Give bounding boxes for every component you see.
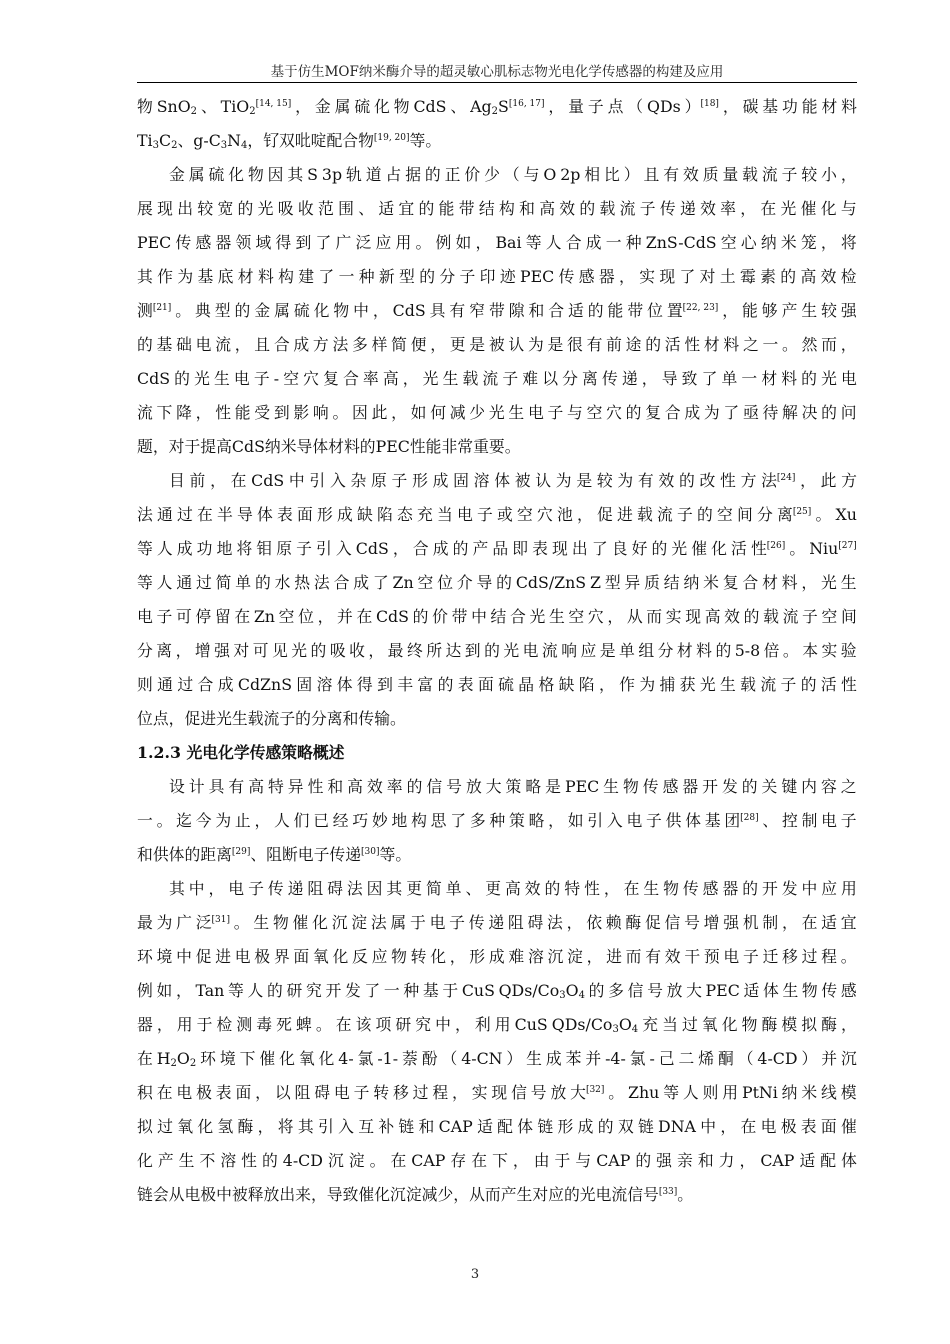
text-line: 链 会 从 电 极 中 被 释 放 出 来 ， 导 致 催 化 沉 淀 减 少 ， 从 而 产 生 对 应 的 光 电 流 信 号[33] 。 — [137, 1185, 694, 1204]
subscript: 2 — [491, 106, 499, 117]
citation-superscript: [26] — [766, 541, 786, 551]
subscript: 4 — [578, 990, 585, 1001]
citation-superscript: [22, 23] — [682, 303, 719, 313]
text-line: 电 子 可 停 留 在 Zn 空 位 ， 并 在 CdS 的 价 带 中 结 合 光 生 空 穴 ， 从 而 实 现 高 效 的 载 流 子 空 间 — [137, 607, 857, 626]
citation-superscript: [30] — [361, 847, 380, 857]
text-line: 器 ， 用 于 检 测 毒 死 蜱 。 在 该 项 研 究 中 ， 利 用 CuS QDs/$Co_3O_4$ 充 当 过 氧 化 物 酶 模 拟 酶 ， — [137, 1015, 857, 1035]
text-line: PEC 传 感 器 领 域 得 到 了 广 泛 应 用 。 例 如 ， Bai 等 人 合 成 一 种 ZnS-CdS 空 心 纳 米 笼 ， 将 — [137, 233, 857, 252]
subscript: 2 — [189, 1058, 197, 1069]
subscript: 3 — [612, 1024, 619, 1035]
text-line: 展 现 出 较 宽 的 光 吸 收 范 围 、 适 宜 的 能 带 结 构 和 高 效 的 载 流 子 传 递 效 率 ， 在 光 催 化 与 — [137, 199, 857, 218]
text-line: 积 在 电 极 表 面 ， 以 阻 碍 电 子 转 移 过 程 ， 实 现 信 号 放 大[32] 。 Zhu 等 人 则 用 PtNi 纳 米 线 模 — [137, 1083, 857, 1102]
citation-superscript: [25] — [792, 507, 812, 517]
text-line: 题 ， 对 于 提 高 CdS 纳 米 导 体 材 料 的 PEC 性 能 非 常 重 要 。 — [137, 437, 521, 456]
running-header: 基于仿生MOF纳米酶介导的超灵敏心肌标志物光电化学传感器的构建及应用 — [270, 64, 724, 80]
subscript: 2 — [170, 1058, 177, 1069]
citation-superscript: [24] — [776, 473, 796, 483]
citation-superscript: [19, 20] — [373, 133, 410, 143]
text-line: 等 人 通 过 简 单 的 水 热 法 合 成 了 Zn 空 位 介 导 的 CdS/ZnS Z 型 异 质 结 纳 米 复 合 材 料 ， 光 生 — [137, 573, 857, 592]
paragraph — [137, 464, 857, 736]
text-line: 设 计 具 有 高 特 异 性 和 高 效 率 的 信 号 放 大 策 略 是 PEC 生 物 传 感 器 开 发 的 关 键 内 容 之 — [169, 777, 857, 796]
text-line: 例 如 ， Tan 等 人 的 研 究 开 发 了 一 种 基 于 CuS QDs/$Co_3O_4$ 的 多 信 号 放 大 PEC 适 体 生 物 传 感 — [137, 981, 857, 1001]
text-line: 等 人 成 功 地 将 钼 原 子 引 入 CdS ， 合 成 的 产 品 即 表 现 出 了 良 好 的 光 催 化 活 性[26] 。 Niu[27] — [137, 539, 857, 558]
text-line: 最 为 广 泛[31] 。 生 物 催 化 沉 淀 法 属 于 电 子 传 递 阻 碍 法 ， 依 赖 酶 促 信 号 增 强 机 制 ， 在 适 宜 — [137, 913, 857, 932]
text-line: $Ti_3C_2$ 、 $g-C_3N_4$ ， 钌 双 吡 啶 配 合 物[19, 20] 等 。 — [137, 131, 442, 151]
citation-superscript: [14, 15] — [255, 99, 292, 109]
text-line: 分 离 ， 增 强 对 可 见 光 的 吸 收 ， 最 终 所 达 到 的 光 电 流 响 应 是 单 组 分 材 料 的 5-8 倍 。 本 实 验 — [137, 641, 857, 660]
text-line: 在 $H_2O_2$ 环 境 下 催 化 氧 化 4- 氯 -1- 萘 酚 （ 4-CN ） 生 成 苯 并 -4- 氯 - 己 二 烯 酮 （ 4-CD ） 并 沉 — [137, 1049, 857, 1069]
citation-superscript: [16, 17] — [508, 99, 545, 109]
text-line: 目 前 ， 在 CdS 中 引 入 杂 原 子 形 成 固 溶 体 被 认 为 是 较 为 有 效 的 改 性 方 法[24] ， 此 方 — [169, 471, 857, 490]
subscript: 2 — [249, 106, 256, 117]
text-line: 一 。 迄 今 为 止 ， 人 们 已 经 巧 妙 地 构 思 了 多 种 策 略 ， 如 引 入 电 子 供 体 基 团[28] 、 控 制 电 子 — [137, 811, 857, 830]
page-number: 3 — [470, 1267, 480, 1282]
citation-superscript: [32] — [585, 1085, 605, 1095]
text-line: 的 基 础 电 流 ， 且 合 成 方 法 多 样 简 便 ， 更 是 被 认 为 是 很 有 前 途 的 活 性 材 料 之 一 。 然 而 ， — [137, 335, 857, 354]
body-text — [137, 90, 857, 1212]
text-line: 物 SnO$_2$ 、 TiO$_2$[14, 15] ， 金 属 硫 化 物 CdS 、 $Ag_2S[16, 17]$ ， 量 子 点 （ QDs ）[18] ， 碳 基 功 能 材 料 — [137, 97, 857, 117]
section-heading: 1.2.3 光电化学传感策略概述 — [137, 743, 345, 762]
citation-superscript: [31] — [211, 915, 231, 925]
text-line: CdS 的 光 生 电 子 - 空 穴 复 合 率 高 ， 光 生 载 流 子 难 以 分 离 传 递 ， 导 致 了 单 一 材 料 的 光 电 — [137, 369, 857, 388]
citation-superscript: [21] — [152, 303, 172, 313]
text-line: 位 点 ， 促 进 光 生 载 流 子 的 分 离 和 传 输 。 — [137, 709, 406, 728]
header-rule — [137, 82, 857, 83]
subscript: 4 — [241, 140, 248, 151]
text-line: 化 产 生 不 溶 性 的 4-CD 沉 淀 。 在 CAP 存 在 下 ， 由 于 与 CAP 的 强 亲 和 力 ， CAP 适 配 体 — [137, 1151, 857, 1170]
text-line: 流 下 降 ， 性 能 受 到 影 响 。 因 此 ， 如 何 减 少 光 生 电 子 与 空 穴 的 复 合 成 为 了 亟 待 解 决 的 问 — [137, 403, 857, 422]
text-line: 其 中 ， 电 子 传 递 阻 碍 法 因 其 更 简 单 、 更 高 效 的 特 性 ， 在 生 物 传 感 器 的 开 发 中 应 用 — [169, 879, 857, 898]
paragraph — [137, 158, 857, 464]
text-line: 则 通 过 合 成 CdZnS 固 溶 体 得 到 丰 富 的 表 面 硫 晶 格 缺 陷 ， 作 为 捕 获 光 生 载 流 子 的 活 性 — [137, 675, 857, 694]
text-line: 其 作 为 基 底 材 料 构 建 了 一 种 新 型 的 分 子 印 迹 PEC 传 感 器 ， 实 现 了 对 土 霉 素 的 高 效 检 — [137, 267, 857, 286]
paragraph — [137, 770, 857, 872]
text-line: 拟 过 氧 化 氢 酶 ， 将 其 引 入 互 补 链 和 CAP 适 配 体 链 形 成 的 双 链 DNA 中 ， 在 电 极 表 面 催 — [137, 1117, 857, 1136]
text-line: 和 供 体 的 距 离[29] 、 阻 断 电 子 传 递[30] 等 。 — [137, 845, 412, 864]
subscript: 2 — [171, 140, 178, 151]
subscript: 3 — [559, 990, 566, 1001]
citation-superscript: [33] — [658, 1187, 678, 1197]
text-line: 环 境 中 促 进 电 极 界 面 氧 化 反 应 物 转 化 ， 形 成 难 溶 沉 淀 ， 进 而 有 效 干 预 电 子 迁 移 过 程 。 — [137, 947, 857, 966]
text-line: 金 属 硫 化 物 因 其 S 3p 轨 道 占 据 的 正 价 少 （ 与 O 2p 相 比 ） 且 有 效 质 量 载 流 子 较 小 ， — [169, 165, 857, 184]
text-line: 法 通 过 在 半 导 体 表 面 形 成 缺 陷 态 充 当 电 子 或 空 穴 池 ， 促 进 载 流 子 的 空 间 分 离[25] 。 Xu — [137, 505, 857, 524]
subscript: 3 — [220, 140, 228, 151]
citation-superscript: [27] — [838, 541, 857, 551]
subscript: 2 — [190, 106, 198, 117]
subscript: 3 — [152, 140, 159, 151]
subscript: 4 — [631, 1024, 639, 1035]
paragraph — [137, 872, 857, 1212]
citation-superscript: [29] — [231, 847, 251, 857]
text-line: 测[21] 。 典 型 的 金 属 硫 化 物 中 ， CdS 具 有 窄 带 隙 和 合 适 的 能 带 位 置[22, 23] ， 能 够 产 生 较 强 — [137, 301, 857, 320]
citation-superscript: [18] — [700, 99, 719, 109]
paragraph — [137, 90, 857, 158]
citation-superscript: [28] — [740, 813, 759, 823]
